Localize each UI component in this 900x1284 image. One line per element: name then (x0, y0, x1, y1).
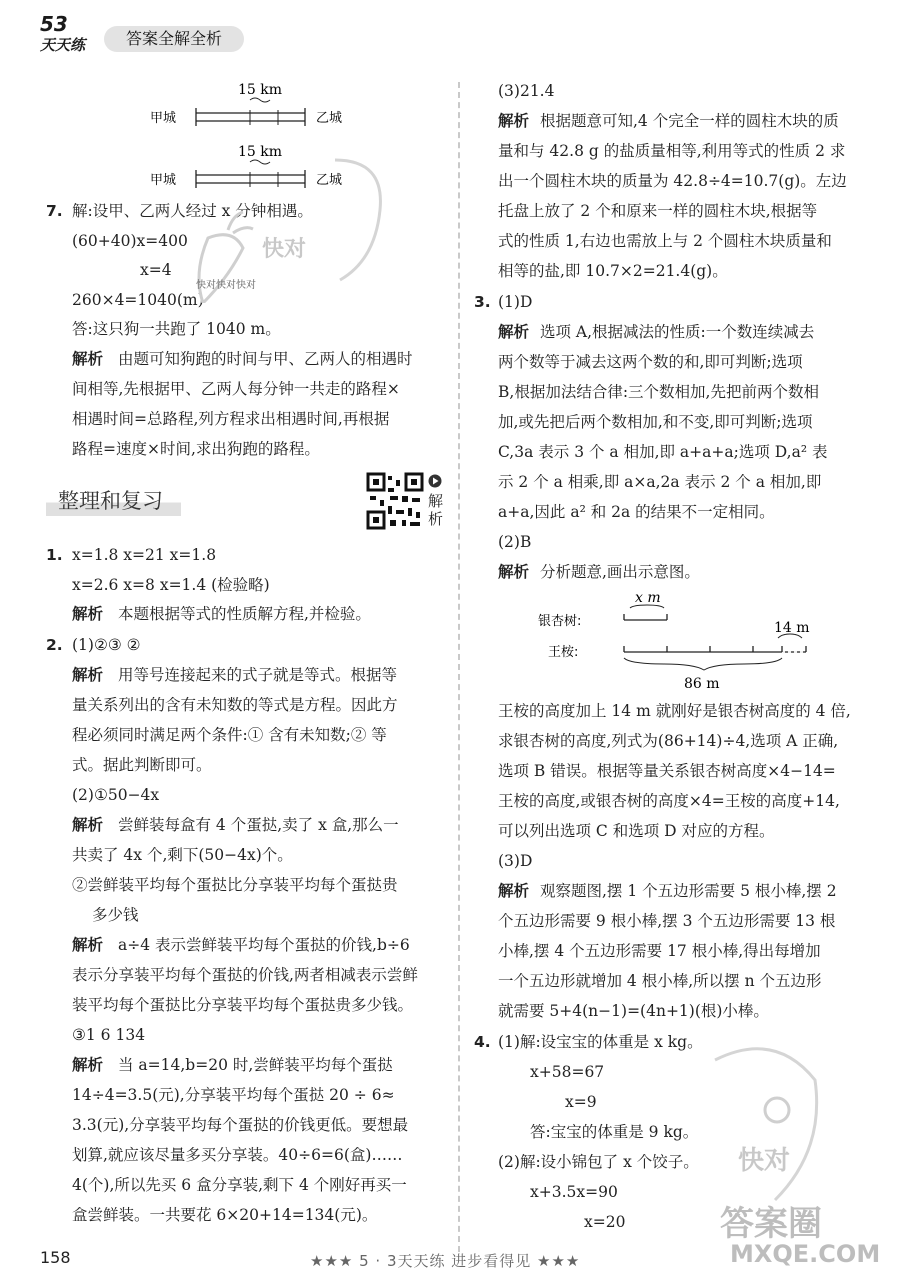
q3-b1: 选项 A,根据减法的性质:一个数连续减去 (540, 323, 815, 341)
q3-e3: 小棒,摆 4 个五边形需要 17 根小棒,得出每增加 (498, 942, 821, 960)
q4-line2: x+58=67 (530, 1063, 605, 1081)
watermark-circle-icon (325, 150, 385, 290)
q3-d3: 选项 B 错误。根据等量关系银杏树高度×4−14= (498, 762, 836, 780)
q4-line4: 答:宝宝的体重是 9 kg。 (530, 1123, 699, 1141)
q4-line7: x=20 (584, 1213, 626, 1231)
watermark-kuaidui-1: 快对 (262, 237, 307, 262)
q3-e1: 观察题图,摆 1 个五边形需要 5 根小棒,摆 2 (540, 882, 837, 900)
q2-analysis-7: a÷4 表示尝鲜装平均每个蛋挞的价钱,b÷6 (118, 936, 410, 954)
logo-main: 53 (40, 12, 68, 36)
q2-analysis-label: 解析 (72, 666, 104, 684)
tree-wangan-label: 王桉: (548, 645, 579, 660)
footer-slogan: ★★★ 5 · 3天天练 进步看得见 ★★★ (310, 1252, 581, 1270)
watermark-site: MXQE.COM (730, 1240, 881, 1268)
logo-sub: 天天练 (40, 36, 86, 54)
q2-analysis-3: 程必须同时满足两个条件:① 含有未知数;② 等 (72, 726, 387, 744)
qr-code-icon[interactable] (366, 472, 424, 530)
q3-part3: (3)D (498, 852, 533, 870)
q3-d4: 王桉的高度,或银杏树的高度×4=王桉的高度+14, (498, 792, 840, 810)
q2-analysis-label-3: 解析 (72, 936, 104, 954)
tree-ginkgo-label: 银杏树: (538, 614, 582, 629)
tree-height-diagram (538, 588, 818, 694)
q2-analysis-15: 盒尝鲜装。一共要花 6×20+14=134(元)。 (72, 1206, 378, 1224)
q7-analysis-3: 相遇时间=总路程,列方程求出相遇时间,再根据 (72, 410, 390, 428)
q3-b4: 加,或先把后两个数相加,和不变,即可判断;选项 (498, 413, 813, 431)
left-column (0, 0, 458, 1250)
q7-analysis-4: 路程=速度×时间,求出狗跑的路程。 (72, 440, 320, 458)
q2-analysis-5: 尝鲜装每盒有 4 个蛋挞,卖了 x 盒,那么一 (118, 816, 399, 834)
r-analysis-a6: 相等的盐,即 10.7×2=21.4(g)。 (498, 262, 728, 280)
q2-analysis-2: 量关系列出的含有未知数的等式是方程。因此方 (72, 696, 398, 714)
q3-e5: 就需要 5+4(n−1)=(4n+1)(根)小棒。 (498, 1002, 769, 1020)
q4-line5: (2)解:设小锦包了 x 个饺子。 (498, 1153, 699, 1171)
answer-badge: 答案全解全析 (104, 26, 244, 52)
q7-line2: (60+40)x=400 (72, 232, 188, 250)
watermark-answer-circle: 答案圈 (720, 1204, 822, 1244)
q2-analysis-11: 14÷4=3.5(元),分享装平均每个蛋挞 20 ÷ 6≈ (72, 1086, 395, 1104)
q2-analysis-1: 用等号连接起来的式子就是等式。根据等 (118, 666, 398, 684)
q7-number: 7. (46, 202, 63, 220)
q4-line3: x=9 (565, 1093, 597, 1111)
r-analysis-a2: 量和与 42.8 g 的盐质量相等,利用等式的性质 2 求 (498, 142, 846, 160)
q4-line1: (1)解:设宝宝的体重是 x kg。 (498, 1033, 703, 1051)
page-number: 158 (40, 1248, 71, 1267)
right-column (460, 0, 900, 1250)
q1-number: 1. (46, 546, 63, 564)
q3-number: 3. (474, 293, 491, 311)
q3-part2: (2)B (498, 533, 532, 551)
q3-analysis-label-1: 解析 (498, 323, 530, 341)
q3-e2: 个五边形需要 9 根小棒,摆 3 个五边形需要 13 根 (498, 912, 836, 930)
qr-analysis-label: 解析 (428, 492, 444, 528)
diagram-top-distance: 15 km (238, 82, 283, 98)
q2-analysis-10: 当 a=14,b=20 时,尝鲜装平均每个蛋挞 (118, 1056, 393, 1074)
q3-analysis-label-2: 解析 (498, 563, 530, 581)
q2-part3a: ②尝鲜装平均每个蛋挞比分享装平均每个蛋挞贵 (72, 876, 398, 894)
section-title: 整理和复习 (46, 486, 181, 516)
watermark-circle-icon-2 (705, 1040, 825, 1210)
q2-analysis-13: 划算,就应该尽量多买分享装。40÷6=6(盒)…… (72, 1146, 403, 1164)
q7-line5: 答:这只狗一共跑了 1040 m。 (72, 320, 281, 338)
diagram-bottom-left-city: 甲城 (150, 173, 177, 188)
q4-line6: x+3.5x=90 (530, 1183, 618, 1201)
q7-line4: 260×4=1040(m) (72, 291, 204, 309)
r-analysis-a3: 出一个圆柱木块的质量为 42.8÷4=10.7(g)。左边 (498, 172, 847, 190)
q7-line3: x=4 (140, 261, 172, 279)
q2-analysis-label-2: 解析 (72, 816, 104, 834)
q4-number: 4. (474, 1033, 491, 1051)
q2-part2: (2)①50−4x (72, 786, 160, 804)
q2-analysis-14: 4(个),所以先买 6 盒分享装,剩下 4 个刚好再买一 (72, 1176, 407, 1194)
q2-analysis-8: 表示分享装平均每个蛋挞的价钱,两者相减表示尝鲜 (72, 966, 418, 984)
q-prev-part3: (3)21.4 (498, 82, 555, 100)
r-analysis-label-1: 解析 (498, 112, 530, 130)
q7-analysis-label: 解析 (72, 350, 104, 368)
q2-part3b: 多少钱 (92, 906, 139, 924)
r-analysis-a4: 托盘上放了 2 个和原来一样的圆柱木块,根据等 (498, 202, 818, 220)
q2-analysis-label-4: 解析 (72, 1056, 104, 1074)
q1-analysis-label: 解析 (72, 605, 104, 623)
q2-number: 2. (46, 636, 63, 654)
q2-part4: ③1 6 134 (72, 1026, 146, 1044)
q3-b6: 示 2 个 a 相乘,即 a×a,2a 表示 2 个 a 相加,即 (498, 473, 822, 491)
q7-analysis-1: 由题可知狗跑的时间与甲、乙两人的相遇时 (118, 350, 413, 368)
q3-b7: a+a,因此 a² 和 2a 的结果不一定相同。 (498, 503, 775, 521)
q3-d1: 王桉的高度加上 14 m 就刚好是银杏树高度的 4 倍, (498, 702, 851, 720)
diagram-bottom-right-city: 乙城 (316, 173, 343, 188)
watermark-kuaidui-2: 快对 (738, 1146, 791, 1176)
q3-e4: 一个五边形就增加 4 根小棒,所以摆 n 个五边形 (498, 972, 822, 990)
q3-b5: C,3a 表示 3 个 a 相加,即 a+a+a;选项 D,a² 表 (498, 443, 828, 461)
q1-line1: x=1.8 x=21 x=1.8 (72, 546, 217, 564)
q7-analysis-2: 间相等,先根据甲、乙两人每分钟一共走的路程× (72, 380, 400, 398)
q3-b3: B,根据加法结合律:三个数相加,先把前两个数相 (498, 383, 819, 401)
q2-line1: (1)②③ ② (72, 636, 141, 654)
r-analysis-a1: 根据题意可知,4 个完全一样的圆柱木块的质 (540, 112, 839, 130)
q3-d2: 求银杏树的高度,列式为(86+14)÷4,选项 A 正确, (498, 732, 839, 750)
tree-x-label: x m (635, 590, 661, 606)
q3-d5: 可以列出选项 C 和选项 D 对应的方程。 (498, 822, 775, 840)
diagram-top-left-city: 甲城 (150, 111, 177, 126)
q1-line2: x=2.6 x=8 x=1.4 (检验略) (72, 576, 270, 594)
tree-extra-label: 14 m (774, 620, 810, 636)
q3-c1: 分析题意,画出示意图。 (540, 563, 700, 581)
tree-total-label: 86 m (684, 676, 720, 692)
watermark-small: 快对快对快对 (196, 280, 256, 291)
q2-analysis-9: 装平均每个蛋挞比分享装平均每个蛋挞贵多少钱。 (72, 996, 414, 1014)
q2-analysis-4: 式。据此判断即可。 (72, 756, 212, 774)
q3-analysis-label-3: 解析 (498, 882, 530, 900)
q7-line1: 解:设甲、乙两人经过 x 分钟相遇。 (72, 202, 313, 220)
q3-b2: 两个数等于减去这两个数的和,即可判断;选项 (498, 353, 803, 371)
diagram-top-right-city: 乙城 (316, 111, 343, 126)
q2-analysis-6: 共卖了 4x 个,剩下(50−4x)个。 (72, 846, 293, 864)
q2-analysis-12: 3.3(元),分享装平均每个蛋挞的价钱更低。要想最 (72, 1116, 409, 1134)
q1-analysis-1: 本题根据等式的性质解方程,并检验。 (118, 605, 371, 623)
q3-part1: (1)D (498, 293, 533, 311)
diagram-bottom-distance: 15 km (238, 144, 283, 160)
play-icon[interactable] (428, 474, 442, 488)
r-analysis-a5: 式的性质 1,右边也需放上与 2 个圆柱木块质量和 (498, 232, 832, 250)
